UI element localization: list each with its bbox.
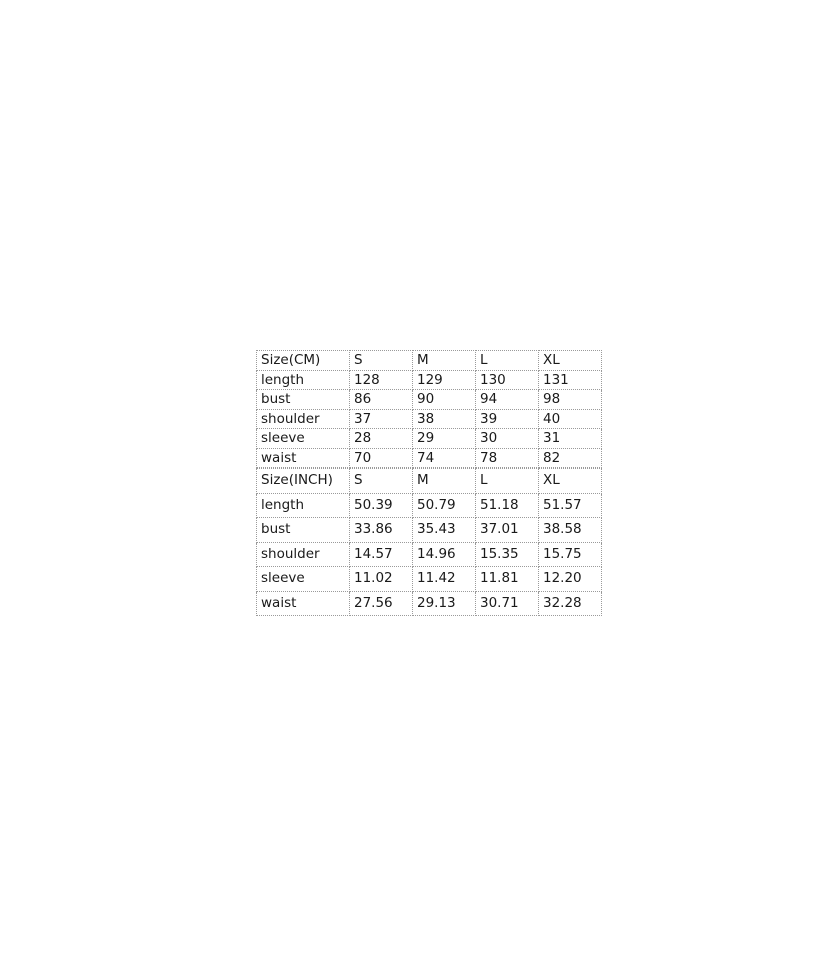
cell-length-xl: 131 (539, 370, 602, 390)
header-cell-m: M (413, 469, 476, 494)
row-label-bust: bust (257, 390, 350, 410)
cell-shoulder-m: 14.96 (413, 542, 476, 567)
table-row (257, 370, 602, 390)
cell-bust-xl: 98 (539, 390, 602, 410)
row-label-waist: waist (257, 591, 350, 616)
cell-sleeve-m: 29 (413, 429, 476, 449)
cell-length-m: 129 (413, 370, 476, 390)
header-cell-xl: XL (539, 469, 602, 494)
row-label-length: length (257, 370, 350, 390)
table-row (257, 567, 602, 592)
table-header-row (257, 351, 602, 371)
row-label-waist: waist (257, 448, 350, 468)
cell-shoulder-m: 38 (413, 409, 476, 429)
table-row (257, 409, 602, 429)
cell-bust-l: 37.01 (476, 518, 539, 543)
cell-sleeve-xl: 31 (539, 429, 602, 449)
cell-length-l: 51.18 (476, 493, 539, 518)
size-chart-inch-table (256, 468, 602, 616)
header-cell-m: M (413, 351, 476, 371)
header-cell-s: S (350, 469, 413, 494)
header-cell-size-cm: Size(CM) (257, 351, 350, 371)
cell-shoulder-xl: 15.75 (539, 542, 602, 567)
header-cell-s: S (350, 351, 413, 371)
header-cell-l: L (476, 351, 539, 371)
size-chart-cm-table (256, 350, 602, 468)
cell-length-l: 130 (476, 370, 539, 390)
cell-waist-l: 78 (476, 448, 539, 468)
cell-length-xl: 51.57 (539, 493, 602, 518)
cell-sleeve-l: 11.81 (476, 567, 539, 592)
cell-shoulder-xl: 40 (539, 409, 602, 429)
cell-waist-s: 70 (350, 448, 413, 468)
table-row (257, 518, 602, 543)
row-label-sleeve: sleeve (257, 429, 350, 449)
table-row (257, 591, 602, 616)
cell-shoulder-s: 37 (350, 409, 413, 429)
header-cell-xl: XL (539, 351, 602, 371)
cell-waist-xl: 32.28 (539, 591, 602, 616)
cell-length-m: 50.79 (413, 493, 476, 518)
table-row (257, 448, 602, 468)
row-label-sleeve: sleeve (257, 567, 350, 592)
cell-bust-s: 86 (350, 390, 413, 410)
cell-sleeve-m: 11.42 (413, 567, 476, 592)
cell-shoulder-l: 15.35 (476, 542, 539, 567)
cell-waist-xl: 82 (539, 448, 602, 468)
cell-sleeve-s: 11.02 (350, 567, 413, 592)
cell-length-s: 128 (350, 370, 413, 390)
header-cell-l: L (476, 469, 539, 494)
cell-bust-l: 94 (476, 390, 539, 410)
table-row (257, 429, 602, 449)
row-label-bust: bust (257, 518, 350, 543)
table-header-row (257, 469, 602, 494)
table-row (257, 493, 602, 518)
row-label-shoulder: shoulder (257, 542, 350, 567)
cell-sleeve-s: 28 (350, 429, 413, 449)
row-label-length: length (257, 493, 350, 518)
header-cell-size-inch: Size(INCH) (257, 469, 350, 494)
table-row (257, 542, 602, 567)
cell-bust-s: 33.86 (350, 518, 413, 543)
cell-bust-m: 90 (413, 390, 476, 410)
cell-sleeve-l: 30 (476, 429, 539, 449)
cell-sleeve-xl: 12.20 (539, 567, 602, 592)
cell-length-s: 50.39 (350, 493, 413, 518)
row-label-shoulder: shoulder (257, 409, 350, 429)
cell-waist-m: 74 (413, 448, 476, 468)
table-row (257, 390, 602, 410)
cell-shoulder-l: 39 (476, 409, 539, 429)
cell-waist-l: 30.71 (476, 591, 539, 616)
cell-waist-m: 29.13 (413, 591, 476, 616)
size-charts-container (256, 350, 582, 616)
cell-shoulder-s: 14.57 (350, 542, 413, 567)
cell-bust-xl: 38.58 (539, 518, 602, 543)
cell-bust-m: 35.43 (413, 518, 476, 543)
cell-waist-s: 27.56 (350, 591, 413, 616)
